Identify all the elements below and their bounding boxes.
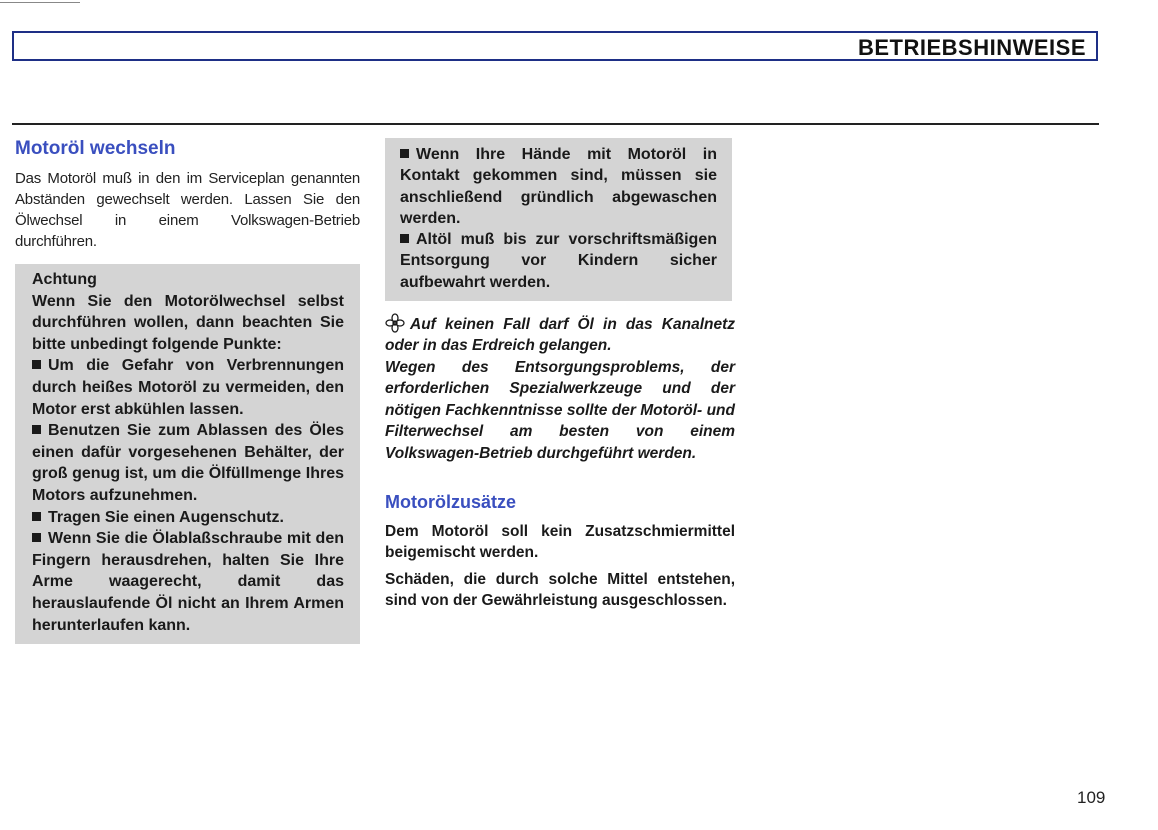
environment-line xyxy=(385,313,735,357)
bullet-icon xyxy=(32,533,41,542)
caution-item xyxy=(400,144,717,229)
body-paragraph: Dem Motoröl soll kein Zusatzschmiermittel beigemischt werden. xyxy=(385,522,735,562)
environment-text: Auf keinen Fall darf Öl in das Kanalnetz oder in das Erdreich gelangen. xyxy=(385,316,735,355)
bullet-icon xyxy=(32,360,41,369)
bullet-icon xyxy=(400,234,409,243)
environment-paragraph: Wegen des Entsorgungsproblems, der erforderlichen Spezialwerkzeuge und der nötigen Fachkenntnisse sollte der Motoröl- und Filterwechsel am besten von einem Volkswagen-Betrieb durchgeführt werden. xyxy=(385,358,735,462)
caution-box xyxy=(385,138,732,301)
top-edge-line xyxy=(0,2,80,3)
warning-item xyxy=(32,420,344,506)
left-column xyxy=(15,138,360,644)
subsection-heading: Motorölzusätze xyxy=(385,491,517,512)
caution-item-text: Wenn Ihre Hände mit Motoröl in Kontakt gekommen sind, müssen sie anschließend gründlich abgewaschen werden. xyxy=(400,146,717,227)
header-frame xyxy=(12,31,1098,61)
warning-item xyxy=(32,528,344,636)
right-column xyxy=(385,138,735,616)
intro-paragraph: Das Motoröl muß in den im Serviceplan genannten Abständen gewechselt werden. Lassen Sie den Ölwechsel in einem Volkswagen-Betrieb durchführen. xyxy=(15,170,360,250)
bullet-icon xyxy=(32,425,41,434)
header-title: BETRIEBSHINWEISE xyxy=(857,35,1086,60)
environment-note xyxy=(385,313,735,464)
warning-item-text: Wenn Sie die Ölablaßschraube mit den Fingern herausdrehen, halten Sie Ihre Arme waagerecht, damit das herauslaufende Öl nicht an Ihrem Armen herunterlaufen kann. xyxy=(32,530,344,634)
warning-item-text: Um die Gefahr von Verbrennungen durch heißes Motoröl zu vermeiden, den Motor erst abkühlen lassen. xyxy=(32,357,344,418)
caution-item xyxy=(400,229,717,293)
body-paragraph: Schäden, die durch solche Mittel entstehen, sind von der Gewährleistung ausgeschlossen. xyxy=(385,570,735,609)
page-number: 109 xyxy=(1077,788,1106,807)
warning-item xyxy=(32,507,344,529)
warning-item xyxy=(32,355,344,420)
caution-item-text: Altöl muß bis zur vorschriftsmäßigen Entsorgung vor Kindern sicher aufbewahrt werden. xyxy=(400,231,717,291)
bullet-icon xyxy=(32,512,41,521)
warning-title: Achtung xyxy=(32,271,97,288)
warning-lead: Wenn Sie den Motorölwechsel selbst durchführen wollen, dann beachten Sie bitte unbedingt folgende Punkte: xyxy=(32,292,344,353)
section-heading: Motoröl wechseln xyxy=(15,138,176,159)
horizontal-rule xyxy=(12,123,1099,125)
bullet-icon xyxy=(400,149,409,158)
warning-box xyxy=(15,264,360,644)
flower-icon xyxy=(385,313,405,333)
warning-item-text: Tragen Sie einen Augenschutz. xyxy=(48,508,284,526)
warning-item-text: Benutzen Sie zum Ablassen des Öles einen dafür vorgesehenen Behälter, der groß genug ist, um die Ölfüllmenge Ihres Motors aufzunehmen. xyxy=(32,422,344,504)
